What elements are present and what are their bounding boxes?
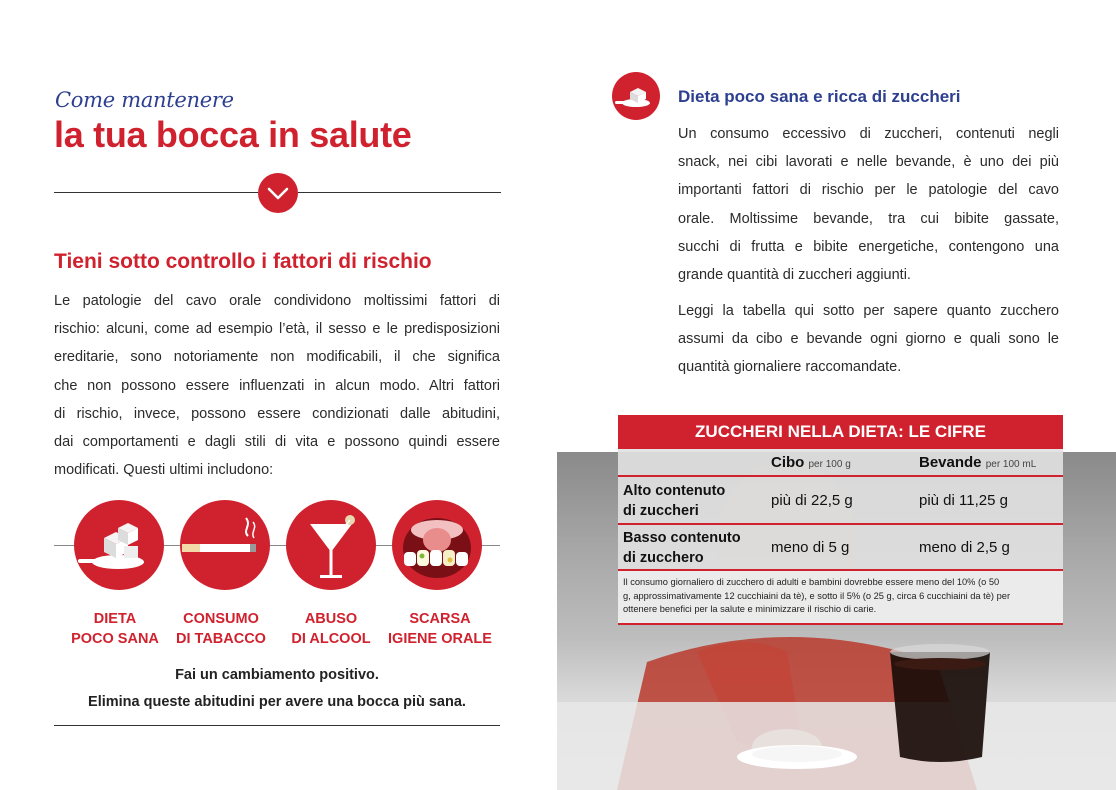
- table-title: ZUCCHERI NELLA DIETA: LE CIFRE: [618, 415, 1063, 449]
- paragraph-line: Le patologie del cavo orale condividono moltissimi fattori di: [54, 293, 500, 309]
- risk-label-diet: DIETA POCO SANA: [71, 611, 159, 647]
- section-heading: Tieni sotto controllo i fattori di rischio: [54, 250, 432, 273]
- right-paragraph-2: [678, 297, 1059, 382]
- bottom-divider: [54, 725, 500, 726]
- open-mouth-teeth-icon: [392, 500, 482, 590]
- paragraph-line: dai comportamenti e dagli stili di vita e possono quindi essere: [54, 434, 500, 451]
- cell-drink-value: meno di 2,5 g: [919, 539, 1010, 556]
- paragraph-line: quantità giornaliere raccomandate.: [678, 359, 902, 376]
- cigarette-icon: [180, 500, 270, 590]
- paragraph-line: orale. Moltissime bevande, tra cui bibite gassate,: [678, 210, 1059, 227]
- paragraph-line: di rischio, invece, possono essere condizionati dalle abitudini,: [54, 405, 500, 422]
- paragraph-line: succhi di frutta e bibite energetiche, contengono una: [678, 238, 1059, 255]
- chevron-down-icon: [258, 173, 298, 213]
- cocktail-glass-icon: [286, 500, 376, 590]
- column-header-food: Cibo per 100 g: [771, 454, 851, 471]
- risk-label-hygiene: SCARSA IGIENE ORALE: [388, 611, 492, 647]
- cell-drink-value: più di 11,25 g: [919, 492, 1008, 509]
- sugar-cubes-spoon-icon: [74, 500, 164, 590]
- cell-food-value: meno di 5 g: [771, 539, 850, 556]
- title-divider-left: [54, 192, 258, 193]
- right-paragraph-1: [678, 120, 1059, 289]
- table-row: [618, 477, 1063, 525]
- title-divider-right: [298, 192, 501, 193]
- table-header-row: [618, 449, 1063, 477]
- cta-line-1: Fai un cambiamento positivo.: [175, 667, 379, 683]
- paragraph-line: snack, nei cibi lavorati e nelle bevande, è uno dei più: [678, 154, 1059, 171]
- row-label: Alto contenuto di zuccheri: [623, 483, 726, 519]
- cta-line-2: Elimina queste abitudini per avere una bocca più sana.: [88, 694, 466, 710]
- script-subtitle: Come mantenere: [55, 88, 234, 112]
- table-row: [618, 525, 1063, 571]
- table-body: [618, 449, 1063, 625]
- row-label: Basso contenuto di zucchero: [623, 530, 741, 566]
- right-section-heading: Dieta poco sana e ricca di zuccheri: [678, 87, 961, 106]
- paragraph-line: ereditarie, sono notoriamente non modificabili, il che significa: [54, 349, 500, 366]
- paragraph-line: grande quantità di zuccheri aggiunti.: [678, 267, 911, 284]
- paragraph-line: importanti fattori di rischio per le patologie del cavo: [678, 182, 1059, 199]
- risk-label-alcohol: ABUSO DI ALCOOL: [291, 611, 371, 647]
- table-footnote: Il consumo giornaliero di zucchero di adulti e bambini dovrebbe essere meno del 10% (o 50 g, approssimativamente 12 cucchiaini da tè), e sotto il 5% (o 25 g, circa 6 cucchiaini da tè) per ottenere benefici per la salute e minimizzare il rischio di carie.: [618, 571, 1063, 625]
- cell-food-value: più di 22,5 g: [771, 492, 853, 509]
- paragraph-line: rischio: alcuni, come ad esempio l’età, il sesso e le predisposizioni: [54, 321, 500, 338]
- paragraph-line: Leggi la tabella qui sotto per sapere quanto zucchero: [678, 303, 1059, 319]
- intro-paragraph: [54, 287, 500, 484]
- paragraph-line: modificati. Questi ultimi includono:: [54, 462, 274, 479]
- paragraph-line: Un consumo eccessivo di zuccheri, contenuti negli: [678, 126, 1059, 142]
- risk-label-tobacco: CONSUMO DI TABACCO: [176, 611, 266, 647]
- sugar-spoon-icon: [612, 72, 660, 120]
- page-title: la tua bocca in salute: [54, 114, 412, 155]
- sugar-figures-table: [618, 415, 1063, 625]
- paragraph-line: che non possono essere influenzati in alcun modo. Altri fattori: [54, 377, 500, 394]
- column-header-drinks: Bevande per 100 mL: [919, 454, 1037, 471]
- paragraph-line: assumi da cibo e bevande ogni giorno e quali sono le: [678, 331, 1059, 348]
